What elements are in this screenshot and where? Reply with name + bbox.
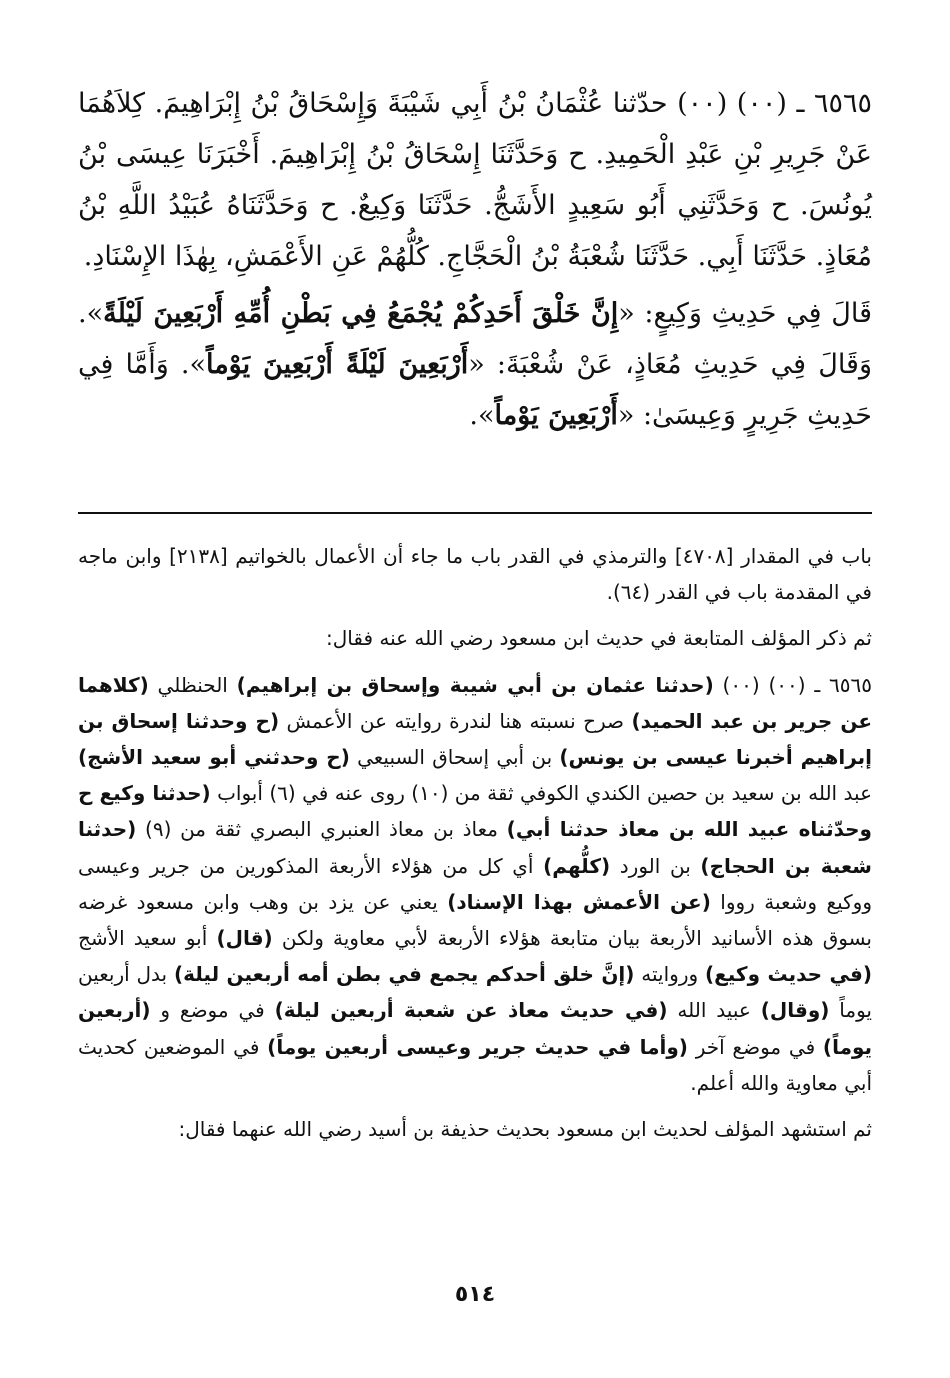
explanation-text: بن الورد bbox=[610, 853, 701, 878]
matn-text-4: ». bbox=[469, 400, 495, 431]
explanation-text: صرح نسبته هنا لندرة روايته عن الأعمش bbox=[279, 708, 632, 733]
explanation-quote: (كلُّهم) bbox=[543, 853, 611, 878]
explanation-text: بدل أربعين يوماً bbox=[78, 962, 872, 1023]
matn-text-2: ». وَقَالَ فِي حَدِيثِ مُعَاذٍ، عَنْ شُعْبَةَ: « bbox=[78, 298, 872, 380]
explanation-quote: (وأما في حديث جرير وعيسى أربعين يوماً) bbox=[267, 1034, 688, 1059]
explanation-text: بن أبي إسحاق السبيعي bbox=[349, 745, 560, 770]
commentary bbox=[78, 538, 872, 1147]
explanation-quote: (وقال) bbox=[760, 998, 830, 1023]
commentary-divider bbox=[78, 512, 872, 514]
hadith-matn bbox=[78, 288, 872, 441]
explanation-text: في موضع آخر bbox=[687, 1034, 823, 1059]
page-number: ٥١٤ bbox=[454, 1282, 496, 1307]
explanation-text: أي كل من هؤلاء الأربعة المذكورين من جرير وعيسى ووكيع وشعبة رووا bbox=[78, 853, 872, 914]
hadith-chain: ٦٥٦٥ ـ (٠٠) (٠٠) حدّثنا عُثْمَانُ بْنُ أَبِي شَيْبَةَ وَإِسْحَاقُ بْنُ إِبْرَاهِيمَ. كِلاَهُمَا عَنْ جَرِيرِ بْنِ عَبْدِ الْحَمِيدِ. ح وَحَدَّثَنَا إِسْحَاقُ بْنُ إِبْرَاهِيمَ. أَخْبَرَنَا عِيسَى بْنُ يُونُسَ. ح وَحَدَّثَنِي أَبُو سَعِيدٍ الأَشَجُّ. حَدَّثَنَا وَكِيعٌ. ح وَحَدَّثَنَاهُ عُبَيْدُ اللَّهِ بْنُ مُعَاذٍ. حَدَّثَنَا أَبِي. حَدَّثَنَا شُعْبَةُ بْنُ الْحَجَّاجِ. كُلُّهُمْ عَنِ الأَعْمَشِ، بِهٰذَا الإِسْنَادِ. bbox=[78, 88, 872, 272]
matn-text-1: قَالَ فِي حَدِيثِ وَكِيعٍ: « bbox=[618, 298, 872, 329]
explanation-quote: (إنَّ خلق أحدكم يجمع في بطن أمه أربعين ليلة) bbox=[173, 962, 635, 987]
matn-quote-2: أَرْبَعِينَ لَيْلَةً أَرْبَعِينَ يَوْماً bbox=[205, 349, 469, 380]
commentary-sources: باب في المقدار [٤٧٠٨] والترمذي في القدر باب ما جاء أن الأعمال بالخواتيم [٢١٣٨] وابن ماجه في المقدمة باب في القدر (٦٤). bbox=[78, 544, 873, 605]
matn-quote-3: أَرْبَعِينَ يَوْماً bbox=[494, 400, 618, 431]
explanation-text: عبيد الله bbox=[667, 998, 761, 1023]
explanation-quote: (حدثنا وكيع ح وحدّثناه عبيد الله بن معاذ حدثنا أبي) bbox=[78, 781, 872, 842]
explanation-text: معاذ بن معاذ العنبري البصري ثقة من (٩) bbox=[136, 817, 507, 842]
explanation-text: الحنظلي bbox=[148, 672, 237, 697]
commentary-intro: ثم ذكر المؤلف المتابعة في حديث ابن مسعود رضي الله عنه فقال: bbox=[325, 626, 872, 651]
matn-quote-1: إِنَّ خَلْقَ أَحَدِكُمْ يُجْمَعُ فِي بَطْنِ أُمِّهِ أَرْبَعِينَ لَيْلَةً bbox=[103, 298, 619, 329]
explanation-quote: (كلاهما عن جرير بن عبد الحميد) bbox=[78, 672, 872, 733]
explanation-quote: (حدثنا عثمان بن أبي شيبة وإسحاق بن إبراهيم) bbox=[236, 672, 714, 697]
explanation-quote: (ح وحدثنا إسحاق بن إبراهيم أخبرنا عيسى بن يونس) bbox=[78, 708, 872, 770]
explanation-quote: (عن الأعمش بهذا الإسناد) bbox=[447, 889, 711, 914]
explanation-text: يعني عن يزد بن وهب وابن مسعود غرضه بسوق هذه الأسانيد الأربعة بيان متابعة هؤلاء الأربعة لأبي معاوية ولكن bbox=[78, 889, 872, 951]
explanation-quote: (حدثنا شعبة بن الحجاج) bbox=[78, 817, 872, 878]
explanation-quote: (في حديث معاذ عن شعبة أربعين ليلة) bbox=[274, 998, 668, 1023]
explanation-text: ٦٥٦٥ ـ (٠٠) (٠٠) bbox=[713, 672, 872, 697]
explanation-quote: (في حديث وكيع) bbox=[704, 962, 873, 987]
commentary-explanation bbox=[78, 667, 872, 1101]
explanation-quote: (أربعين يوماً) bbox=[78, 998, 873, 1059]
explanation-text: في الموضعين كحديث أبي معاوية والله أعلم. bbox=[78, 1034, 872, 1095]
explanation-text: عبد الله بن سعيد بن حصين الكندي الكوفي ثقة من (١٠) روى عنه في (٦) أبواب bbox=[210, 781, 872, 806]
explanation-quote: (قال) bbox=[216, 926, 273, 951]
explanation-text: أبو سعيد الأشج bbox=[78, 926, 217, 951]
book-page bbox=[78, 0, 872, 1378]
explanation-text: في موضع و bbox=[150, 998, 275, 1023]
explanation-text: وروايته bbox=[634, 962, 705, 987]
hadith-text bbox=[78, 78, 872, 441]
explanation-quote: (ح وحدثني أبو سعيد الأشج) bbox=[78, 745, 350, 770]
matn-text-3: ». وَأَمَّا فِي حَدِيثِ جَرِيرٍ وَعِيسَىٰ: « bbox=[78, 349, 872, 431]
commentary-transition: ثم استشهد المؤلف لحديث ابن مسعود بحديث حذيفة بن أسيد رضي الله عنهما فقال: bbox=[178, 1117, 872, 1142]
